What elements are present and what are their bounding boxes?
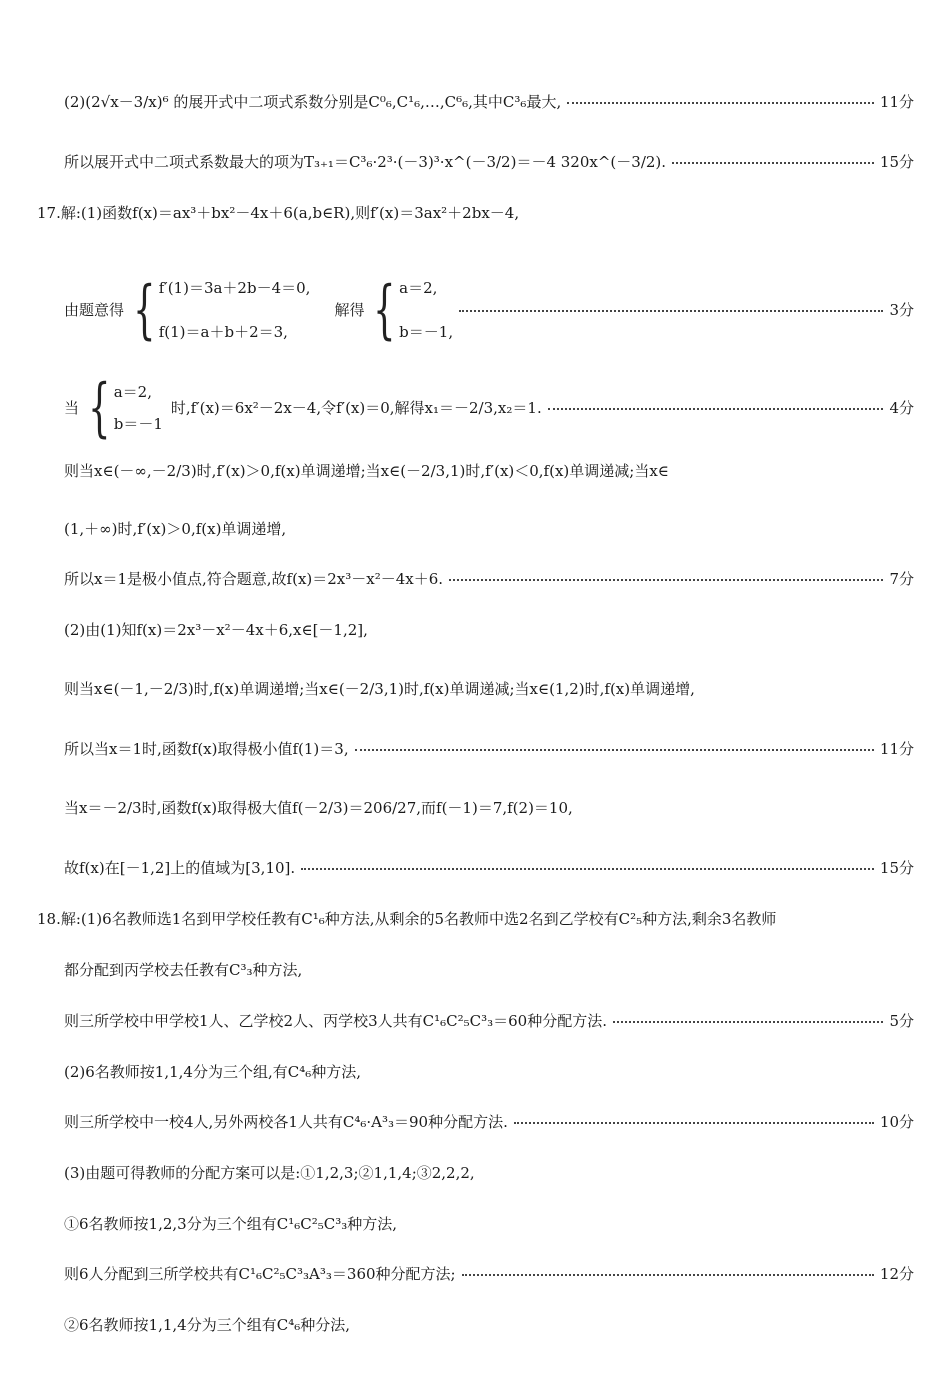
dot-leader (301, 866, 874, 870)
solution-line (64, 858, 914, 878)
line-text: 则三所学校中甲学校1人、乙学校2人、丙学校3人共有C¹₆C²₅C³₃＝60种分配方法. (64, 1012, 607, 1030)
dot-leader (449, 577, 883, 581)
solution-rows (399, 277, 453, 343)
score-label: 11分 (879, 93, 914, 111)
line-text: 解得 (334, 301, 365, 319)
solution-line (64, 273, 914, 347)
solution-line (64, 1112, 914, 1132)
line-text: 所以当x＝1时,函数f(x)取得极小值f(1)＝3, (64, 740, 349, 758)
solution-line (64, 1062, 914, 1082)
solution-line (64, 569, 914, 589)
score-label: 11分 (879, 740, 914, 758)
equation: b＝－1 (113, 415, 163, 433)
line-text: 则6人分配到三所学校共有C¹₆C²₅C³₃A³₃＝360种分配方法; (64, 1265, 456, 1283)
score-label: 4分 (889, 399, 914, 417)
score-label: 5分 (889, 1012, 914, 1030)
score-label: 15分 (879, 859, 914, 877)
score-label: 10分 (879, 1113, 914, 1131)
solution-line (64, 371, 914, 445)
line-text: 17.解:(1)函数f(x)＝ax³＋bx²－4x＋6(a,b∈R),则f′(x)＝3ax²＋2bx－4, (37, 204, 520, 222)
equation: a＝2, (113, 383, 152, 401)
solution-line (64, 1011, 914, 1031)
solution-line (64, 1315, 914, 1335)
line-text: 18.解:(1)6名教师选1名到甲学校任教有C¹₆种方法,从剩余的5名教师中选2名到乙学校有C²₅种方法,剩余3名教师 (37, 910, 777, 928)
line-text: 则当x∈(－1,－2/3)时,f(x)单调递增;当x∈(－2/3,1)时,f(x)单调递减;当x∈(1,2)时,f(x)单调递增, (64, 680, 695, 698)
line-text: 当x＝－2/3时,函数f(x)取得极大值f(－2/3)＝206/27,而f(－1)＝7,f(2)＝10, (64, 799, 573, 817)
solution-line (64, 1163, 914, 1183)
line-text: 则当x∈(－∞,－2/3)时,f′(x)＞0,f(x)单调递增;当x∈(－2/3,1)时,f′(x)＜0,f(x)单调递减;当x∈ (64, 462, 669, 480)
solution-line (64, 92, 914, 112)
dot-leader (462, 1272, 874, 1276)
line-text: (3)由题可得教师的分配方案可以是:①1,2,3;②1,1,4;③2,2,2, (64, 1164, 475, 1182)
equation-rows (159, 277, 311, 343)
line-text: 由题意得 (64, 301, 125, 319)
line-text: (1,＋∞)时,f′(x)＞0,f(x)单调递增, (64, 520, 287, 538)
system-block (64, 371, 542, 445)
line-text: 所以x＝1是极小值点,符合题意,故f(x)＝2x³－x²－4x＋6. (64, 570, 444, 588)
solution-line (64, 519, 914, 539)
brace-icon: { (133, 273, 156, 347)
dot-leader (613, 1019, 883, 1023)
solution-line (64, 798, 914, 818)
brace-icon: { (373, 273, 397, 347)
line-text: 则三所学校中一校4人,另外两校各1人共有C⁴₆·A³₃＝90种分配方法. (64, 1113, 508, 1131)
brace-icon: { (88, 371, 111, 445)
dot-leader (459, 308, 883, 312)
line-text: 时,f′(x)＝6x²－2x－4,令f′(x)＝0,解得x₁＝－2/3,x₂＝1. (170, 399, 542, 417)
line-text: ①6名教师按1,2,3分为三个组有C¹₆C²₅C³₃种方法, (64, 1215, 397, 1233)
solution-line (64, 960, 914, 980)
line-text: (2)6名教师按1,1,4分为三个组,有C⁴₆种方法, (64, 1063, 361, 1081)
solution-line (64, 1264, 914, 1284)
line-text: (2)(2√x－3/x)⁶ 的展开式中二项式系数分别是C⁰₆,C¹₆,…,C⁶₆,其中C³₆最大, (64, 93, 562, 111)
line-text: 都分配到丙学校去任教有C³₃种方法, (64, 961, 303, 979)
line-text: 故f(x)在[－1,2]上的值域为[3,10]. (64, 859, 296, 877)
equation: f(1)＝a＋b＋2＝3, (158, 323, 288, 341)
solution-line (64, 739, 914, 759)
solution-line (64, 679, 914, 699)
line-text: 所以展开式中二项式系数最大的项为T₃₊₁＝C³₆·2³·(－3)³·x^(－3/2)＝－4 320x^(－3/2). (64, 153, 667, 171)
question-header (37, 203, 914, 223)
solution-rows (114, 381, 163, 435)
dot-leader (548, 406, 884, 410)
line-text: (2)由(1)知f(x)＝2x³－x²－4x＋6,x∈[－1,2], (64, 621, 368, 639)
equation: a＝2, (399, 279, 438, 297)
score-label: 3分 (889, 301, 914, 319)
score-label: 12分 (879, 1265, 914, 1283)
dot-leader (514, 1120, 874, 1124)
solution-line (64, 620, 914, 640)
dot-leader (567, 100, 874, 104)
line-text: ②6名教师按1,1,4分为三个组有C⁴₆种分法, (64, 1316, 350, 1334)
equation: f′(1)＝3a＋2b－4＝0, (158, 279, 311, 297)
line-text: 当 (64, 399, 80, 417)
solution-line (64, 1214, 914, 1234)
score-label: 15分 (879, 153, 914, 171)
dot-leader (355, 747, 874, 751)
dot-leader (672, 160, 874, 164)
solution-line (64, 461, 914, 481)
system-block (64, 273, 454, 347)
solution-line (64, 152, 914, 172)
question-header (37, 909, 914, 929)
equation: b＝－1, (399, 323, 454, 341)
score-label: 7分 (889, 570, 914, 588)
